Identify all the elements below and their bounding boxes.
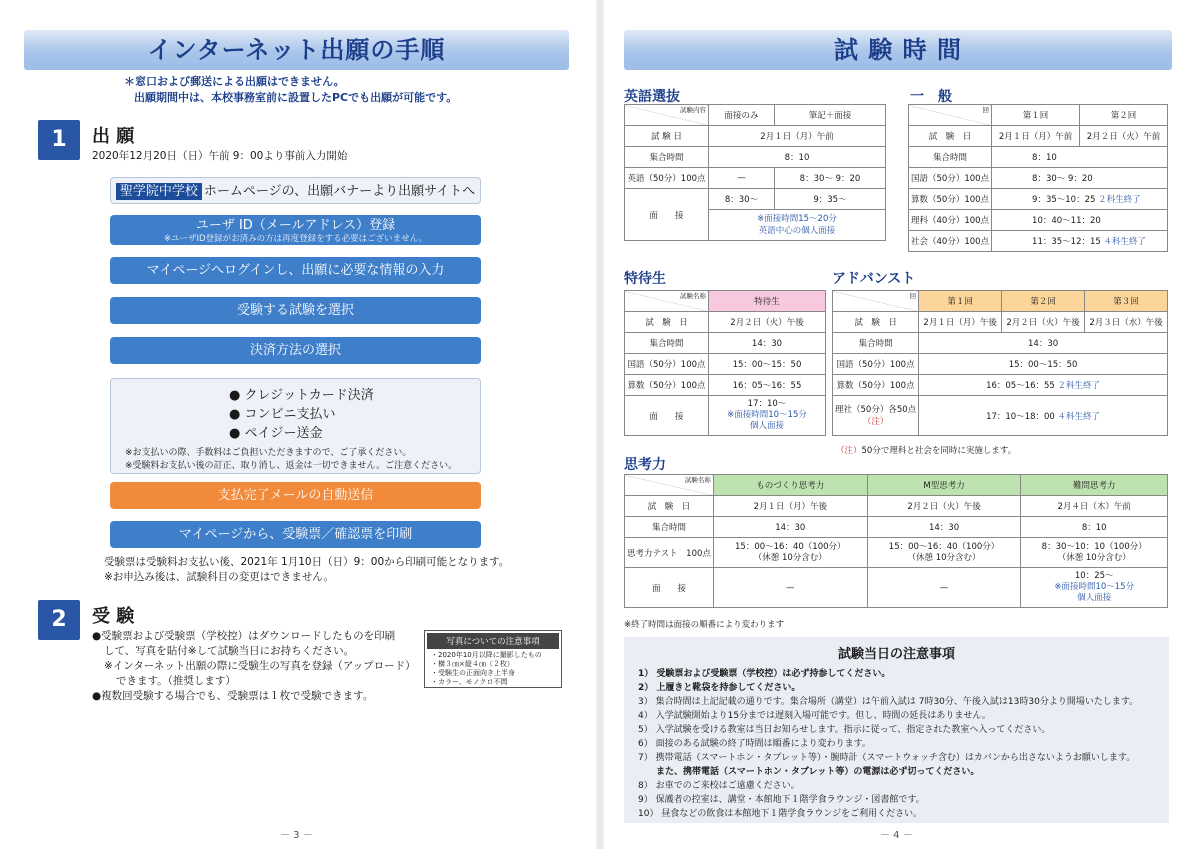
flow-step-confirmation-email: 支払完了メールの自動送信	[110, 482, 481, 509]
ippan-row-label: 社会（40分）100点	[909, 231, 992, 252]
payment-payeasy: ● ペイジー送金	[229, 426, 323, 441]
advanced-footnote-text: 50分で理科と社会を同時に実施します。	[861, 446, 1017, 456]
shikou-cell: 14：30	[867, 517, 1021, 538]
shikou-cell: 2月２日（火）午後	[867, 496, 1021, 517]
shikou-row-label: 面 接	[625, 568, 714, 608]
tokutai-interview-note: ※面接時間10〜15分	[727, 410, 807, 420]
caution-item-6: 6） 面接のある試験の終了時間は順番により変わります。	[638, 739, 871, 749]
tokutai-row-label: 集合時間	[625, 333, 709, 354]
caution-box	[624, 637, 1169, 823]
ippan-cell: 2月１日（月）午前	[992, 126, 1080, 147]
shikou-interview-type: 個人面接	[1077, 593, 1112, 603]
step-2-line-2: して、写真を貼付※して試験当日にお持ちください。	[104, 645, 355, 657]
advanced-table	[832, 290, 1168, 436]
photo-notes-title: 写真についての注意事項	[427, 633, 559, 649]
ippan-heading: 一 般	[910, 89, 952, 105]
advanced-row-label: 算数（50分）100点	[833, 375, 919, 396]
eigo-row-label: 英語（50分）100点	[625, 168, 709, 189]
caution-item-7b: また、携帯電話（スマートホン・タブレット等）の電源は必ず切ってください。	[638, 767, 980, 777]
ippan-corner: 回	[909, 105, 992, 126]
advanced-col-3: 第３回	[1085, 291, 1168, 312]
advanced-cell: 2月２日（火）午後	[1002, 312, 1085, 333]
eigo-cell: —	[709, 168, 775, 189]
shikou-col-2: M型思考力	[867, 475, 1021, 496]
tokutai-cell: 14：30	[709, 333, 826, 354]
page-fold	[596, 0, 604, 849]
eigo-cell: 8：30〜 9：20	[774, 168, 885, 189]
step-2-line-4: できます。（推奨します）	[116, 675, 236, 687]
ippan-time: 9：35〜10：25	[1032, 195, 1096, 205]
advanced-corner: 回	[833, 291, 919, 312]
advanced-cell: 2月３日（水）午後	[1085, 312, 1168, 333]
flow-step-payment-method: 決済方法の選択	[110, 337, 481, 364]
advanced-time: 16：05〜16：55	[986, 381, 1055, 391]
eigo-date: 2月１日（月）午前	[709, 126, 886, 147]
flow-step-print-ticket: マイページから、受験票／確認票を印刷	[110, 521, 481, 548]
shikou-test-time: 15：00〜16：40（100分）	[888, 541, 1000, 552]
shikou-cell: 2月１日（月）午後	[713, 496, 867, 517]
ippan-cell: 8：30〜 9：20	[992, 168, 1168, 189]
shikou-interview-note: ※面接時間10〜15分	[1054, 582, 1135, 592]
shikou-col-3: 難問思考力	[1021, 475, 1168, 496]
ippan-time: 11：35〜12：15	[1032, 237, 1101, 247]
eigo-table	[624, 104, 886, 241]
tokutai-row-label: 算数（50分）100点	[625, 375, 709, 396]
ippan-row-label: 集合時間	[909, 147, 992, 168]
exam-time-banner: 試 験 時 間	[624, 30, 1172, 70]
shikou-test-cell	[867, 538, 1021, 568]
advanced-row-label: 国語（50分）100点	[833, 354, 919, 375]
note-line-1: ＊窓口および郵送による出願はできません。	[124, 75, 345, 88]
shikou-table	[624, 474, 1168, 608]
advanced-row-label: 理社（50分）各50点	[835, 404, 917, 415]
ippan-cell: 2月２日（火）午前	[1080, 126, 1168, 147]
caution-item-9: 9） 保護者の控室は、講堂・本館地下１階学食ラウンジ・図書館です。	[638, 795, 925, 805]
payment-note-2: ※受験料お支払い後の訂正、取り消し、返金は一切できません。ご注意ください。	[125, 461, 458, 471]
photo-note-1: ・2020年10月以降に撮影したもの	[431, 651, 542, 659]
flow-step-website	[110, 177, 481, 204]
payment-note-1: ※お支払いの際、手数料はご負担いただきますので、ご了承ください。	[125, 448, 412, 458]
tokutai-interview-time: 17：10〜	[747, 399, 787, 409]
shikou-test-time: 8：30〜10：10（100分）	[1041, 541, 1147, 552]
shikou-cell: 8：10	[1021, 517, 1168, 538]
caution-item-3: 3） 集合時間は上記記載の通りです。集合場所（講堂）は午前入試は 7時30分、午後入試は13時30分より開場いたします。	[638, 697, 1139, 707]
shikou-interview-cell	[1021, 568, 1168, 608]
caution-title: 試験当日の注意事項	[837, 647, 955, 662]
advanced-end-note: ４科生終了	[1057, 411, 1101, 422]
shikou-row-label: 集合時間	[625, 517, 714, 538]
advanced-row-label-cell	[833, 396, 919, 436]
shikou-cell: —	[867, 568, 1021, 608]
shikou-test-break: （休憩 10分含む）	[753, 552, 827, 563]
payment-options-box	[110, 378, 481, 474]
school-name-highlight: 聖学院中学校	[116, 183, 202, 200]
ippan-row-label: 試 験 日	[909, 126, 992, 147]
ippan-cell	[992, 231, 1168, 252]
step-2-heading: 受 験	[92, 606, 135, 627]
payment-credit: ● クレジットカード決済	[229, 388, 374, 403]
shikou-footnote: ※終了時間は面接の順番により変わります	[624, 620, 785, 630]
ippan-row-label: 国語（50分）100点	[909, 168, 992, 189]
eigo-interview-note	[709, 210, 886, 241]
caution-item-7: 7） 携帯電話（スマートホン・タブレット等）・腕時計（スマートウォッチ含む）はカバンから出さないようお願いします。	[638, 753, 1136, 763]
shikou-heading: 思考力	[624, 457, 666, 473]
advanced-col-2: 第２回	[1002, 291, 1085, 312]
payment-convenience: ● コンビニ支払い	[229, 407, 336, 422]
tokutai-table	[624, 290, 826, 436]
ippan-col-1: 第１回	[992, 105, 1080, 126]
shikou-test-time: 15：00〜16：40（100分）	[735, 541, 846, 552]
eigo-cell: 8：30〜	[709, 189, 775, 210]
step-1-badge: 1	[38, 120, 80, 160]
shikou-row-label: 試 験 日	[625, 496, 714, 517]
shikou-cell: 14：30	[713, 517, 867, 538]
shikou-test-break: （休憩 10分含む）	[1057, 552, 1131, 563]
ippan-cell: 8：10	[992, 147, 1168, 168]
ippan-end-note: ４科生終了	[1103, 237, 1147, 247]
flow-step-website-text: ホームページの、出願バナーより出願サイトへ	[203, 184, 476, 199]
ippan-row-label: 理科（40分）100点	[909, 210, 992, 231]
step-1-date: 2020年12月20日（日）午前 9：00より事前入力開始	[92, 150, 348, 162]
tokutai-col: 特待生	[709, 291, 826, 312]
flow-step-register-note: ※ユーザID登録がお済みの方は再度登録をする必要はございません。	[163, 234, 428, 244]
tokutai-heading: 特待生	[624, 271, 666, 287]
flow-step-register-text: ユーザ ID（メールアドレス）登録	[195, 218, 396, 233]
eigo-note-2: 英語中心の個人面接	[758, 226, 836, 236]
advanced-cell: 14：30	[919, 333, 1168, 354]
advanced-row-label: 集合時間	[833, 333, 919, 354]
left-page	[0, 0, 596, 849]
advanced-footnote	[836, 444, 1016, 456]
shikou-cell: 2月４日（木）午前	[1021, 496, 1168, 517]
advanced-note-mark: （注）	[862, 416, 889, 427]
caution-item-1: 1） 受験票および受験票（学校控）は必ず持参してください。	[638, 669, 891, 679]
ippan-table	[908, 104, 1168, 252]
page-number-right: － 4 －	[880, 830, 913, 841]
shikou-test-cell	[1021, 538, 1168, 568]
ippan-cell	[992, 189, 1168, 210]
shikou-corner: 試験名称	[625, 475, 714, 496]
shikou-test-break: （休憩 10分含む）	[907, 552, 981, 563]
shikou-interview-time: 10：25〜	[1074, 571, 1114, 581]
tokutai-cell: 2月２日（火）午後	[709, 312, 826, 333]
advanced-row-label: 試 験 日	[833, 312, 919, 333]
page-number-left: － 3 －	[280, 830, 313, 841]
flow-step-register	[110, 215, 481, 245]
advanced-end-note: ２科生終了	[1057, 381, 1101, 391]
eigo-cell: 9：35〜	[774, 189, 885, 210]
tokutai-row-label: 試 験 日	[625, 312, 709, 333]
step-2-line-3: ※インターネット出願の際に受験生の写真を登録（アップロード）	[104, 660, 416, 672]
eigo-corner: 試験内容	[625, 105, 709, 126]
eigo-gather: 8：10	[709, 147, 886, 168]
step-2-line-5: ●複数回受験する場合でも、受験票は１枚で受験できます。	[92, 690, 374, 702]
tokutai-row-label: 国語（50分）100点	[625, 354, 709, 375]
tokutai-row-label: 面 接	[625, 396, 709, 436]
tokutai-interview-cell	[709, 396, 826, 436]
eigo-heading: 英語選抜	[624, 89, 680, 105]
photo-notes-box	[424, 630, 562, 688]
tokutai-interview-type: 個人面接	[749, 421, 784, 431]
caution-item-5: 5） 入学試験を受ける教室は当日お知らせします。指示に従って、指定された教室へ入ってください。	[638, 725, 1051, 735]
eigo-note-1: ※面接時間15〜20分	[757, 214, 837, 224]
tokutai-cell: 15：00〜15：50	[709, 354, 826, 375]
eigo-row-label: 集合時間	[625, 147, 709, 168]
ippan-col-2: 第２回	[1080, 105, 1168, 126]
shikou-cell: —	[713, 568, 867, 608]
advanced-footnote-mark: （注）	[836, 446, 862, 456]
flow-step-select-exam: 受験する試験を選択	[110, 297, 481, 324]
ippan-row-label: 算数（50分）100点	[909, 189, 992, 210]
shikou-col-1: ものづくり思考力	[713, 475, 867, 496]
advanced-cell	[919, 396, 1168, 436]
advanced-cell: 15：00〜15：50	[919, 354, 1168, 375]
eigo-col-1: 面接のみ	[709, 105, 775, 126]
shikou-test-cell	[713, 538, 867, 568]
flow-step-login: マイページへログインし、出願に必要な情報の入力	[110, 257, 481, 284]
note-line-2: 出願期間中は、本校事務室前に設置したPCでも出願が可能です。	[134, 91, 458, 104]
tokutai-corner: 試験名称	[625, 291, 709, 312]
advanced-heading: アドバンスト	[832, 271, 916, 287]
advanced-cell	[919, 375, 1168, 396]
step-2-line-1: ●受験票および受験票（学校控）はダウンロードしたものを印刷	[92, 630, 396, 642]
eigo-row-label: 試 験 日	[625, 126, 709, 147]
ippan-cell: 10：40〜11：20	[992, 210, 1168, 231]
tokutai-cell: 16：05〜16：55	[709, 375, 826, 396]
caution-item-2: 2） 上履きと靴袋を持参してください。	[638, 683, 801, 693]
photo-note-4: ・カラー、モノクロ不問	[431, 678, 508, 686]
page-title-banner: インターネット出願の手順	[24, 30, 569, 70]
advanced-time: 17：10〜18：00	[986, 411, 1055, 422]
photo-note-3: ・受験生の正面向き上半身	[431, 669, 515, 677]
eigo-col-2: 筆記＋面接	[774, 105, 885, 126]
step-1-heading: 出 願	[92, 126, 135, 147]
advanced-col-1: 第１回	[919, 291, 1002, 312]
eigo-row-label: 面 接	[625, 189, 709, 241]
shikou-row-label: 思考力テスト 100点	[625, 538, 714, 568]
print-availability-note: 受験票は受験料お支払い後、2021年 1月10日（日）9：00から印刷可能となります。	[104, 556, 510, 568]
photo-note-2: ・横３㎝×縦４㎝（２枚）	[431, 660, 514, 668]
caution-item-10: 10） 昼食などの飲食は本館地下１階学食ラウンジをご利用ください。	[638, 809, 923, 819]
subject-change-note: ※お申込み後は、試験科目の変更はできません。	[104, 571, 334, 583]
caution-item-4: 4） 入学試験開始より15分までは遅刻入場可能です。但し、時間の延長はありません。	[638, 711, 991, 721]
ippan-end-note: ２科生終了	[1098, 195, 1141, 205]
caution-item-8: 8） お車でのご来校はご遠慮ください。	[638, 781, 800, 791]
step-2-badge: 2	[38, 600, 80, 640]
advanced-cell: 2月１日（月）午後	[919, 312, 1002, 333]
